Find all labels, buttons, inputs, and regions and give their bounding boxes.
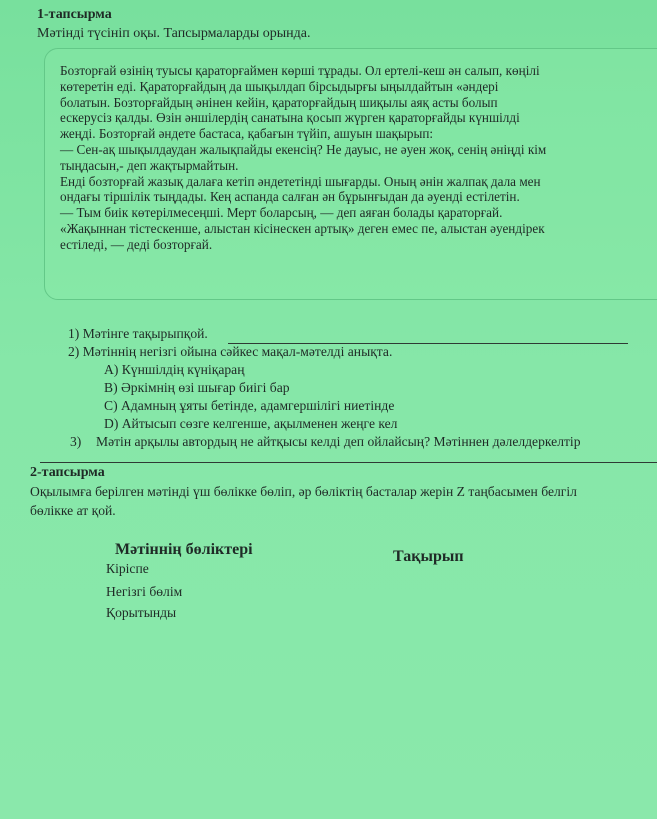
passage-line: тыңдасын,- деп жақтырмайтын. <box>60 157 239 173</box>
question-2: 2) Мәтіннің негізгі ойына сәйкес мақал-мәтелді анықта. <box>68 344 393 359</box>
question-1: 1) Мәтінге тақырыпқой. <box>68 326 208 341</box>
task1-instruction: Мәтінді түсініп оқы. Тапсырмаларды орында. <box>37 26 311 41</box>
question-3-number: 3) <box>70 434 82 449</box>
passage-text <box>60 63 657 253</box>
column-header-topic: Тақырып <box>393 548 464 565</box>
passage-line: Бозторғай өзінің туысы қараторғаймен көрші тұрады. Ол ертелі-кеш ән салып, көңілі <box>60 63 540 78</box>
option-b[interactable]: B) Әркімнің өзі шығар биігі бар <box>104 380 290 395</box>
passage-line: ондағы тіршілік тыңдады. Кең аспанда салған ән бұрынғыдан да әуенді естілетін. <box>60 189 520 205</box>
task1-title: 1-тапсырма <box>37 7 112 22</box>
passage-line: — Тым биік көтерілмесеңші. Мерт боларсың, — деп аяған болады қараторғай. <box>60 205 503 221</box>
part-introduction: Кіріспе <box>106 561 149 576</box>
passage-line: көтеретін еді. Қараторғайдың да шықылдап бірсыдырғы ыңылдайтын «әндері <box>60 78 499 94</box>
passage-line: болатын. Бозторғайдың әнінен кейін, қараторғайдың шиқылы аяқ асты болып <box>60 94 498 110</box>
option-c[interactable]: C) Адамның ұяты бетінде, адамгершілігі ниетінде <box>104 398 395 413</box>
task2-text-line2: бөлікке ат қой. <box>30 503 116 518</box>
passage-line: естіледі, — деді бозторғай. <box>60 236 213 252</box>
passage-line: «Жақыннан тістескенше, алыстан кісінескен артық» деген емес пе, алыстан әуендірек <box>60 220 545 236</box>
passage-line: жеңді. Бозторғай әндете бастаса, қабағын түйіп, ашуын шақырып: <box>60 126 434 142</box>
part-main: Негізгі бөлім <box>106 584 183 599</box>
task2-title: 2-тапсырма <box>30 465 105 480</box>
option-a[interactable]: A) Күншілдің күніқараң <box>104 362 245 377</box>
task2-text-line1: Оқылымға берілген мәтінді үш бөлікке бөліп, әр бөліктің басталар жерін Z таңбасымен белгіл <box>30 484 577 499</box>
passage-line: Енді бозторғай жазық далаға кетіп әндететінді шығарды. Оның әнін жалпақ дала мен <box>60 173 541 189</box>
answer-line-3[interactable] <box>40 462 657 463</box>
part-conclusion: Қорытынды <box>106 605 177 620</box>
option-d[interactable]: D) Айтысып сөзге келгенше, ақылменен жеңге кел <box>104 416 398 431</box>
passage-line: ескерусіз қалды. Өзін әншілердің санатына қосып жүрген қараторғайды күншілді <box>60 110 520 126</box>
question-3: Мәтін арқылы автордың не айтқысы келді деп ойлайсың? Мәтіннен дәлелдеркелтір <box>96 434 581 449</box>
passage-line: — Сен-ақ шықылдаудан жалықпайды екенсің? Не дауыс, не әуен жоқ, сенің әніңді кім <box>60 141 547 157</box>
column-header-parts: Мәтіннің бөліктері <box>115 541 253 558</box>
